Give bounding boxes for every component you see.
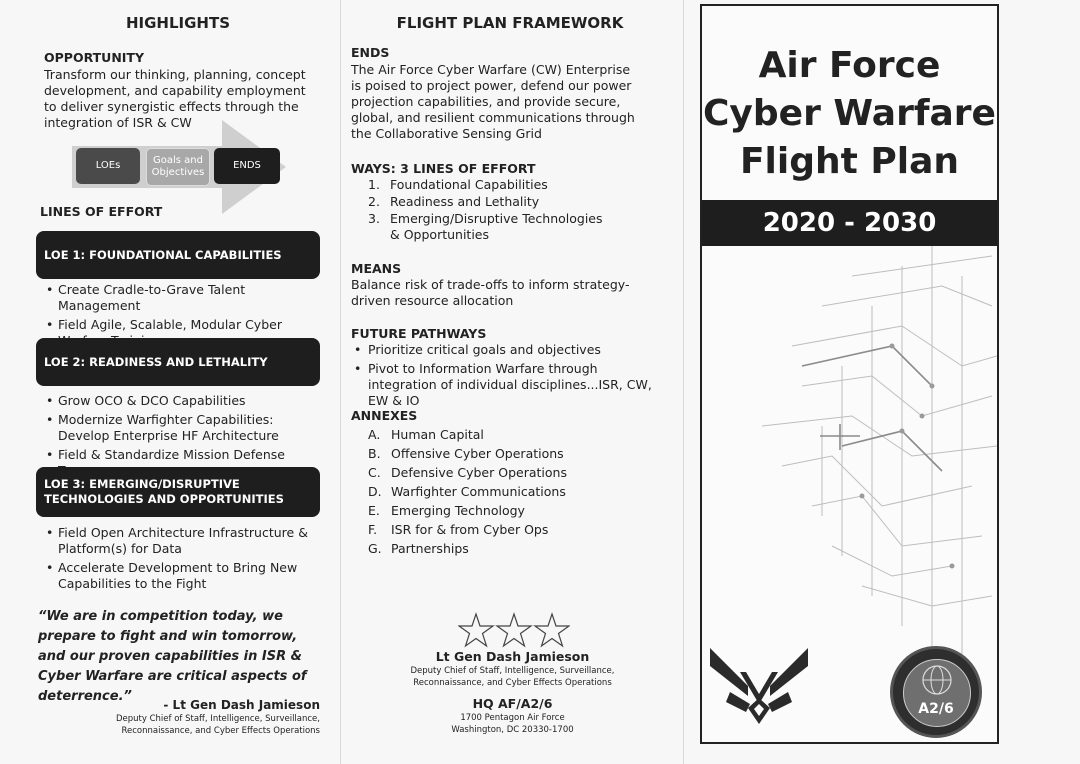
list-item: Foundational Capabilities (390, 177, 548, 192)
cover-panel (685, 0, 1080, 764)
annex-letter: E. (368, 503, 380, 518)
framework-title: FLIGHT PLAN FRAMEWORK (396, 14, 624, 32)
annex-letter: G. (368, 541, 382, 556)
means-text: Balance risk of trade-offs to inform strategy-driven resource allocation (351, 277, 630, 308)
list-item: • Pivot to Information Warfare through integration of individual disciplines...ISR, CW, EW & IO (352, 361, 652, 409)
lines-of-effort-heading: LINES OF EFFORT (40, 204, 163, 219)
annexes-heading: ANNEXES (351, 408, 418, 423)
signature-title-2: Reconnaissance, and Cyber Effects Operations (413, 678, 612, 688)
quote-author: - Lt Gen Dash Jamieson (163, 698, 320, 712)
a2-6-seal (890, 646, 982, 738)
annex-letter: C. (368, 465, 381, 480)
highlights-panel (0, 0, 340, 764)
annex-item: Offensive Cyber Operations (391, 446, 564, 461)
list-item: Readiness and Lethality (390, 194, 540, 209)
ends-text: The Air Force Cyber Warfare (CW) Enterprise is poised to project power, defend our power projection capabilities, and provide secure, global, and resilient communications through the Collaborative Sensing Grid (351, 62, 635, 141)
year-range-band: 2020 - 2030 (702, 200, 997, 246)
flight-plan-framework-panel (340, 0, 685, 764)
cover-title-line2: Cyber Warfare (703, 93, 996, 134)
annex-item: ISR for & from Cyber Ops (391, 522, 549, 537)
annex-letter: A. (368, 427, 381, 442)
list-item: • Field Agile, Scalable, Modular Cyber (44, 317, 324, 349)
list-item: • Field Open Architecture Infrastructure & Platform(s) for Data (44, 525, 316, 557)
loe3-title: LOE 3: EMERGING/DISRUPTIVE TECHNOLOGIES AND OPPORTUNITIES (36, 467, 320, 517)
annex-letter: F. (368, 522, 378, 537)
future-pathways-heading: FUTURE PATHWAYS (351, 326, 487, 341)
ways-number: 3. (368, 211, 380, 226)
air-force-symbol-icon (710, 642, 808, 726)
future-pathways-list (352, 342, 652, 412)
annex-item: Warfighter Communications (391, 484, 566, 499)
opportunity-text: Transform our thinking, planning, concept development, and capability employment to deliver synergistic effects through the integration of ISR & CW (44, 67, 306, 130)
annex-letter: D. (368, 484, 382, 499)
seal-text: A2/6 (918, 701, 954, 717)
annex-item: Partnerships (391, 541, 469, 556)
address-line-2: Washington, DC 20330-1700 (451, 725, 574, 735)
annex-item: Defensive Cyber Operations (391, 465, 567, 480)
arrow-chip-ends: ENDS (214, 148, 280, 184)
highlights-title: HIGHLIGHTS (125, 14, 231, 32)
annex-item: Emerging Technology (391, 503, 525, 518)
signature-title-1: Deputy Chief of Staff, Intelligence, Surveillance, (410, 666, 615, 676)
ways-number: 1. (368, 177, 380, 192)
quote-author-title-1: Deputy Chief of Staff, Intelligence, Surveillance, (115, 714, 320, 724)
cover-title-line3: Flight Plan (739, 141, 960, 182)
loe3-list (44, 525, 316, 595)
list-item: Emerging/Disruptive Technologies & Opportunities (390, 211, 603, 242)
ways-heading: WAYS: 3 LINES OF EFFORT (351, 161, 536, 176)
globe-emblem-icon (911, 663, 963, 697)
leadership-quote: “We are in competition today, we prepare to fight and win tomorrow, and our proven capabilities in ISR & Cyber Warfare are critical aspects of deterrence.” (38, 609, 307, 704)
arrow-chip-loes: LOEs (76, 148, 140, 184)
quote-author-title-2: Reconnaissance, and Cyber Effects Operations (121, 726, 320, 736)
opportunity-heading: OPPORTUNITY (44, 50, 145, 65)
hq-office: HQ AF/A2/6 (472, 696, 553, 711)
loe2-title: LOE 2: READINESS AND LETHALITY (36, 338, 320, 386)
address-line-1: 1700 Pentagon Air Force (460, 713, 565, 723)
loe1-title: LOE 1: FOUNDATIONAL CAPABILITIES (36, 231, 320, 279)
arrow-chip-goals: Goals and Objectives (146, 148, 210, 186)
means-heading: MEANS (351, 261, 402, 276)
annex-item: Human Capital (391, 427, 484, 442)
list-item: • Prioritize critical goals and objectives (352, 342, 652, 358)
cover-frame (700, 4, 999, 744)
ways-number: 2. (368, 194, 380, 209)
list-item: • Field & Standardize Mission Defense (44, 447, 324, 479)
list-item: • Modernize Warfighter Capabilities: Develop Enterprise HF Architecture (44, 412, 324, 444)
list-item: • Accelerate Development to Bring New Capabilities to the Fight (44, 560, 316, 592)
annexes-list (368, 425, 628, 558)
list-item: • Create Cradle-to-Grave Talent Management (44, 282, 324, 314)
annex-letter: B. (368, 446, 381, 461)
signature-name: Lt Gen Dash Jamieson (435, 649, 590, 664)
three-star-insignia-icon (458, 612, 570, 650)
cover-title-line1: Air Force (758, 45, 941, 86)
loe-to-ends-arrow (72, 118, 286, 216)
list-item: • Grow OCO & DCO Capabilities (44, 393, 324, 409)
ways-list (368, 177, 638, 245)
ends-heading: ENDS (351, 45, 390, 60)
